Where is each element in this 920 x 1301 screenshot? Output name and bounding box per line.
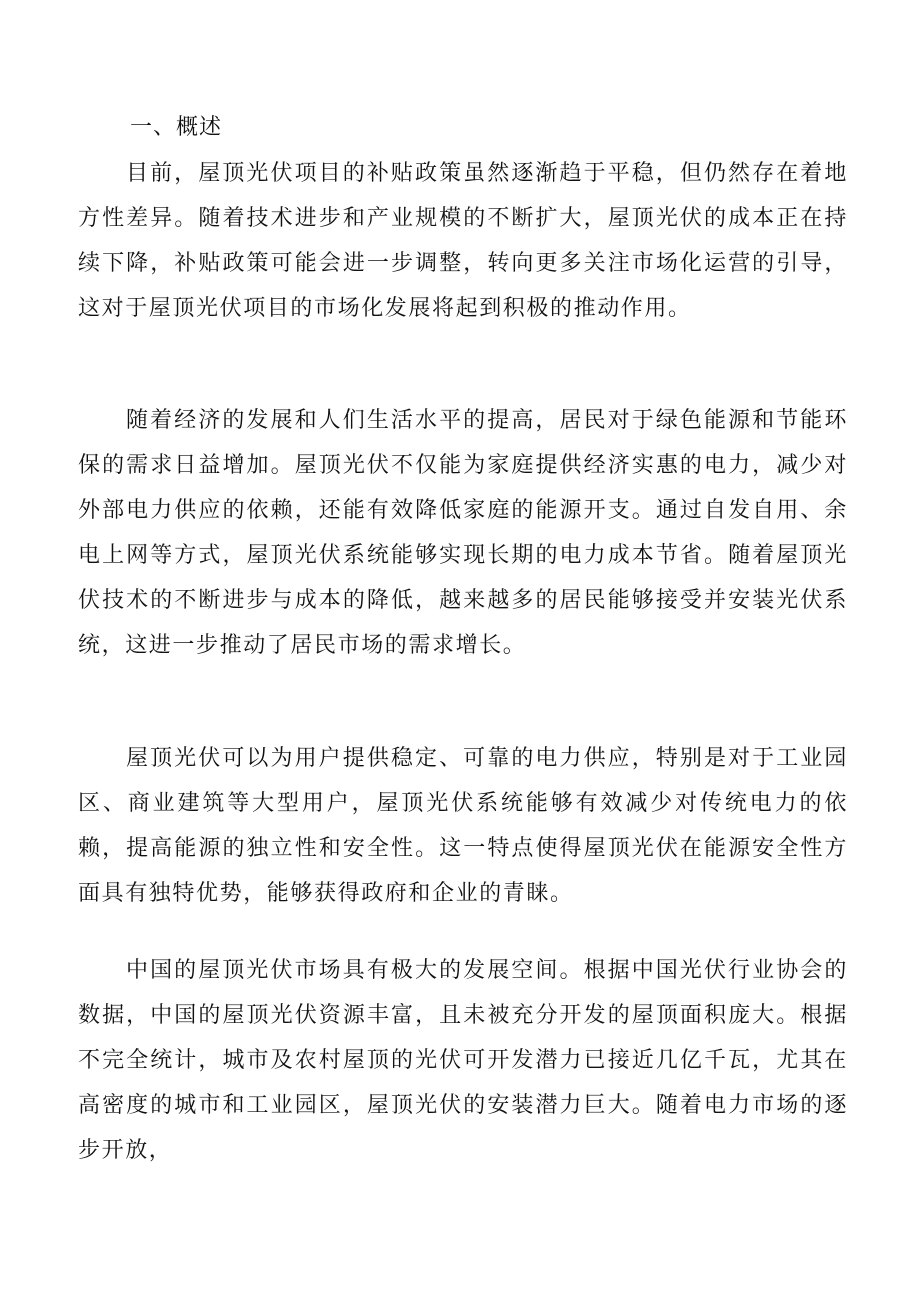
paragraph-residential-demand: 随着经济的发展和人们生活水平的提高，居民对于绿色能源和节能环保的需求日益增加。屋顶光伏不仅能为家庭提供经济实惠的电力，减少对外部电力供应的依赖，还能有效降低家庭的能源开支。通过自发自用、余电上网等方式，屋顶光伏系统能够实现长期的电力成本节省。随着屋顶光伏技术的不断进步与成本的降低，越来越多的居民能够接受并安装光伏系统，这进一步推动了居民市场的需求增长。: [78, 408, 848, 658]
section-heading: 一、概述: [130, 115, 223, 140]
paragraph-market-potential: 中国的屋顶光伏市场具有极大的发展空间。根据中国光伏行业协会的数据，中国的屋顶光伏资源丰富，且未被充分开发的屋顶面积庞大。根据不完全统计，城市及农村屋顶的光伏可开发潜力已接近几亿千瓦，尤其在高密度的城市和工业园区，屋顶光伏的安装潜力巨大。随着电力市场的逐步开放，: [78, 958, 848, 1163]
paragraph-subsidy-policy: 目前，屋顶光伏项目的补贴政策虽然逐渐趋于平稳，但仍然存在着地方性差异。随着技术进步和产业规模的不断扩大，屋顶光伏的成本正在持续下降，补贴政策可能会进一步调整，转向更多关注市场化运营的引导，这对于屋顶光伏项目的市场化发展将起到积极的推动作用。: [78, 161, 848, 321]
paragraph-power-supply-stability: 屋顶光伏可以为用户提供稳定、可靠的电力供应，特别是对于工业园区、商业建筑等大型用户，屋顶光伏系统能够有效减少对传统电力的依赖，提高能源的独立性和安全性。这一特点使得屋顶光伏在能源安全性方面具有独特优势，能够获得政府和企业的青睐。: [78, 746, 848, 906]
